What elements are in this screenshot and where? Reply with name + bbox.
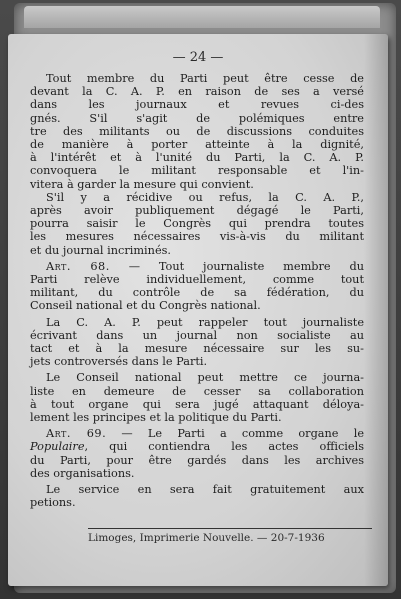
text-line <box>30 496 364 509</box>
page-number: — 24 — <box>172 50 224 65</box>
text-line: Le Conseil national peut mettre ce journa- <box>46 371 364 385</box>
text-fragment: — Le Parti a comme organe le <box>121 427 365 441</box>
text-fragment: , qui contiendra les actes officiels <box>84 440 364 454</box>
text-line: écrivant dans un journal non socialiste au <box>30 328 364 342</box>
article-68-line <box>30 260 364 273</box>
text-line: vitera à garder la mesure qui convient. <box>30 177 254 191</box>
text-line: de manière à porter atteinte à la dignité, <box>30 138 364 152</box>
text-line: après avoir publiquement dégagé le Parti, <box>30 204 364 218</box>
text-line: Conseil national et du Congrès national. <box>30 299 261 313</box>
text-line: Parti relève individuellement, comme tout <box>30 273 364 287</box>
booklet-top-edge <box>24 6 380 28</box>
text-line: du Parti, pour être gardés dans les archives <box>30 453 364 467</box>
text-line: Le service en sera fait gratuitement aux <box>46 483 364 497</box>
text-fragment: — Tout journaliste membre du <box>128 259 365 273</box>
text-line: tact et à la mesure nécessaire sur les su- <box>30 342 364 356</box>
printer-imprint: Limoges, Imprimerie Nouvelle. — 20-7-1936 <box>88 528 372 544</box>
text-fragment: pe <box>30 496 44 510</box>
text-line: liste en demeure de cesser sa collaboration <box>30 384 364 398</box>
text-line: convoquera le militant responsable et l'in- <box>30 164 364 178</box>
text-line: Tout membre du Parti peut être cesse de <box>46 72 364 85</box>
article-69-label: Art. 69. <box>46 427 107 441</box>
text-line: S'il y a récidive ou refus, la C. A. P., <box>46 190 364 204</box>
newspaper-title: Populaire <box>30 440 85 454</box>
text-line: militant, du contrôle de sa fédération, du <box>30 286 364 300</box>
page-text <box>30 72 364 510</box>
text-line: lement les principes et la politique du Parti. <box>30 411 282 425</box>
text-line: à l'intérêt et à l'unité du Parti, la C. A. P. <box>30 151 364 165</box>
text-line: les mesures nécessaires vis-à-vis du militant <box>30 230 364 244</box>
text-line: des organisations. <box>30 466 135 480</box>
text-line: pourra saisir le Congrès qui prendra toutes <box>30 217 364 231</box>
booklet-page <box>8 34 388 586</box>
article-69-line <box>30 427 364 440</box>
text-line: tre des militants ou de discussions conduites <box>30 124 364 138</box>
text-line: dans les journaux et revues ci-des <box>30 98 364 112</box>
text-line: devant la C. A. P. en raison de ses a versé <box>30 85 364 99</box>
text-line: et du journal incriminés. <box>30 243 172 257</box>
text-line: gnés. S'il s'agit de polémiques entre <box>30 111 364 125</box>
text-line: à tout organe qui sera jugé attaquant déloya- <box>30 397 364 411</box>
text-line <box>30 440 364 453</box>
text-line: La C. A. P. peut rappeler tout journaliste <box>46 315 364 329</box>
text-line: jets controversés dans le Parti. <box>30 355 208 369</box>
text-fragment: tions. <box>43 496 76 510</box>
article-68-label: Art. 68. <box>46 259 110 273</box>
